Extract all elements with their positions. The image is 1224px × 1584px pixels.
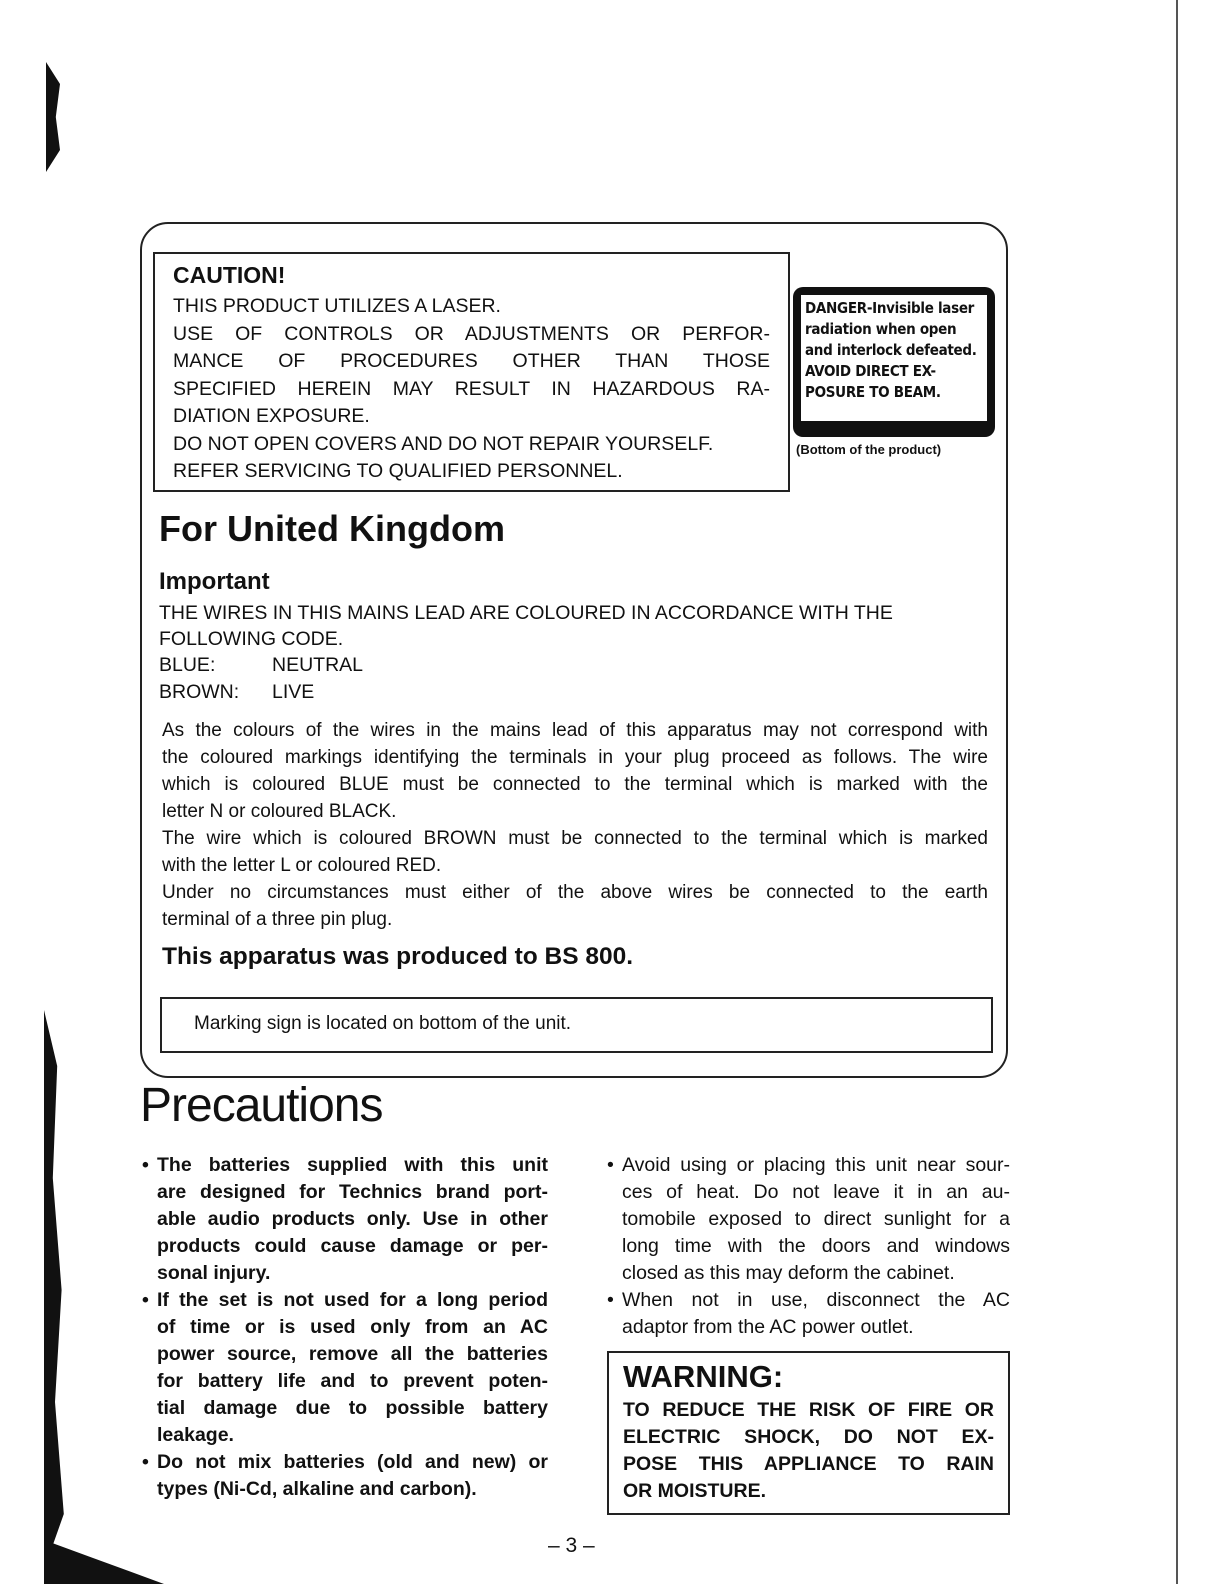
wiring-instructions [162,717,988,933]
bullet-icon: • [142,1451,149,1473]
scan-artifact-corner [44,1540,164,1584]
danger-line: POSURE TO BEAM. [805,383,941,401]
wire-intro-line: FOLLOWING CODE. [159,628,344,650]
precaution-line: types (Ni-Cd, alkaline and carbon). [157,1478,477,1500]
warning-line: ELECTRIC SHOCK, DO NOT EX- [623,1426,994,1448]
danger-label-inner [801,295,987,421]
danger-line: radiation when open [805,320,957,338]
precaution-line: Do not mix batteries (old and new) or [157,1451,548,1473]
precautions-left-column [142,1152,548,1503]
precaution-line: The batteries supplied with this unit [157,1154,548,1176]
bullet-icon: • [607,1289,614,1311]
scan-artifact-top [46,62,60,172]
bullet-icon: • [142,1289,149,1311]
instruction-line: the coloured markings identifying the terminals in your plug proceed as follows. The wire [162,747,988,768]
instruction-line: terminal of a three pin plug. [162,909,393,930]
code-meaning: LIVE [272,680,315,703]
precaution-line: leakage. [157,1424,234,1446]
danger-line: and interlock defeated. [805,341,977,359]
precaution-line: ces of heat. Do not leave it in an au- [622,1181,1010,1203]
precaution-item [142,1287,548,1449]
code-colour: BLUE: [159,654,216,676]
page-number: – 3 – [548,1534,595,1557]
bullet-icon: • [142,1154,149,1176]
precaution-item [142,1152,548,1287]
wire-colour-code [159,652,363,705]
precaution-line: sonal injury. [157,1262,271,1284]
warning-box [607,1351,1010,1515]
uk-heading: For United Kingdom [159,508,505,549]
danger-laser-label [793,287,995,437]
precaution-line: of time or is used only from an AC [157,1316,548,1338]
caution-line: THIS PRODUCT UTILIZES A LASER. [173,295,501,317]
bs-800-note: This apparatus was produced to BS 800. [162,943,634,970]
precautions-right-column [607,1152,1010,1341]
caution-line: USE OF CONTROLS OR ADJUSTMENTS OR PERFOR- [173,322,770,345]
warning-line: TO REDUCE THE RISK OF FIRE OR [623,1399,994,1421]
laser-caution-box [153,252,790,492]
wire-intro [159,600,985,652]
danger-label-caption: (Bottom of the product) [796,442,942,457]
instruction-line: letter N or coloured BLACK. [162,801,397,822]
wire-intro-line: THE WIRES IN THIS MAINS LEAD ARE COLOURED IN ACCORDANCE WITH THE [159,602,893,624]
instruction-line: which is coloured BLUE must be connected to the terminal which is marked with the [162,774,988,795]
code-row [159,679,363,706]
precaution-line: tial damage due to possible battery [157,1397,548,1419]
precaution-line: power source, remove all the batteries [157,1343,548,1365]
precaution-item [142,1449,548,1503]
precaution-line: If the set is not used for a long period [157,1289,548,1311]
precaution-line: products could cause damage or per- [157,1235,548,1257]
danger-line: DANGER-Invisible laser [805,299,975,317]
precaution-item [607,1152,1010,1287]
caution-line: DO NOT OPEN COVERS AND DO NOT REPAIR YOURSELF. [173,432,714,455]
caution-line: MANCE OF PROCEDURES OTHER THAN THOSE [173,350,770,372]
warning-title: WARNING: [623,1359,784,1394]
precaution-line: When not in use, disconnect the AC [622,1289,1010,1311]
caution-line: SPECIFIED HEREIN MAY RESULT IN HAZARDOUS RA- [173,377,770,400]
precaution-line: adaptor from the AC power outlet. [622,1316,914,1338]
scan-edge-right [1176,0,1178,1584]
warning-line: POSE THIS APPLIANCE TO RAIN [623,1453,994,1475]
precaution-item [607,1287,1010,1341]
precaution-line: closed as this may deform the cabinet. [622,1262,955,1284]
precaution-line: able audio products only. Use in other [157,1208,548,1230]
code-row [159,652,363,679]
caution-line: REFER SERVICING TO QUALIFIED PERSONNEL. [173,460,623,482]
instruction-line: As the colours of the wires in the mains lead of this apparatus may not correspond with [162,720,988,741]
danger-line: AVOID DIRECT EX- [805,362,936,380]
caution-title: CAUTION! [173,262,286,288]
precaution-line: long time with the doors and windows [622,1235,1010,1257]
marking-sign-box [160,997,993,1053]
code-colour: BROWN: [159,680,240,703]
instruction-line: The wire which is coloured BROWN must be connected to the terminal which is marked [162,828,988,849]
precaution-line: tomobile exposed to direct sunlight for a [622,1208,1010,1230]
caution-line: DIATION EXPOSURE. [173,405,370,427]
instruction-line: with the letter L or coloured RED. [162,855,442,876]
instruction-line: Under no circumstances must either of the above wires be connected to the earth [162,882,988,903]
scan-artifact-bottom [44,1010,66,1570]
precautions-title: Precautions [140,1079,383,1132]
code-meaning: NEUTRAL [272,654,364,676]
important-heading: Important [159,568,270,595]
precaution-line: are designed for Technics brand port- [157,1181,548,1203]
precaution-line: for battery life and to prevent poten- [157,1370,548,1392]
marking-sign-text: Marking sign is located on bottom of the unit. [194,1013,572,1034]
precaution-line: Avoid using or placing this unit near sour- [622,1154,1010,1176]
bullet-icon: • [607,1154,614,1176]
warning-line: OR MOISTURE. [623,1480,767,1502]
